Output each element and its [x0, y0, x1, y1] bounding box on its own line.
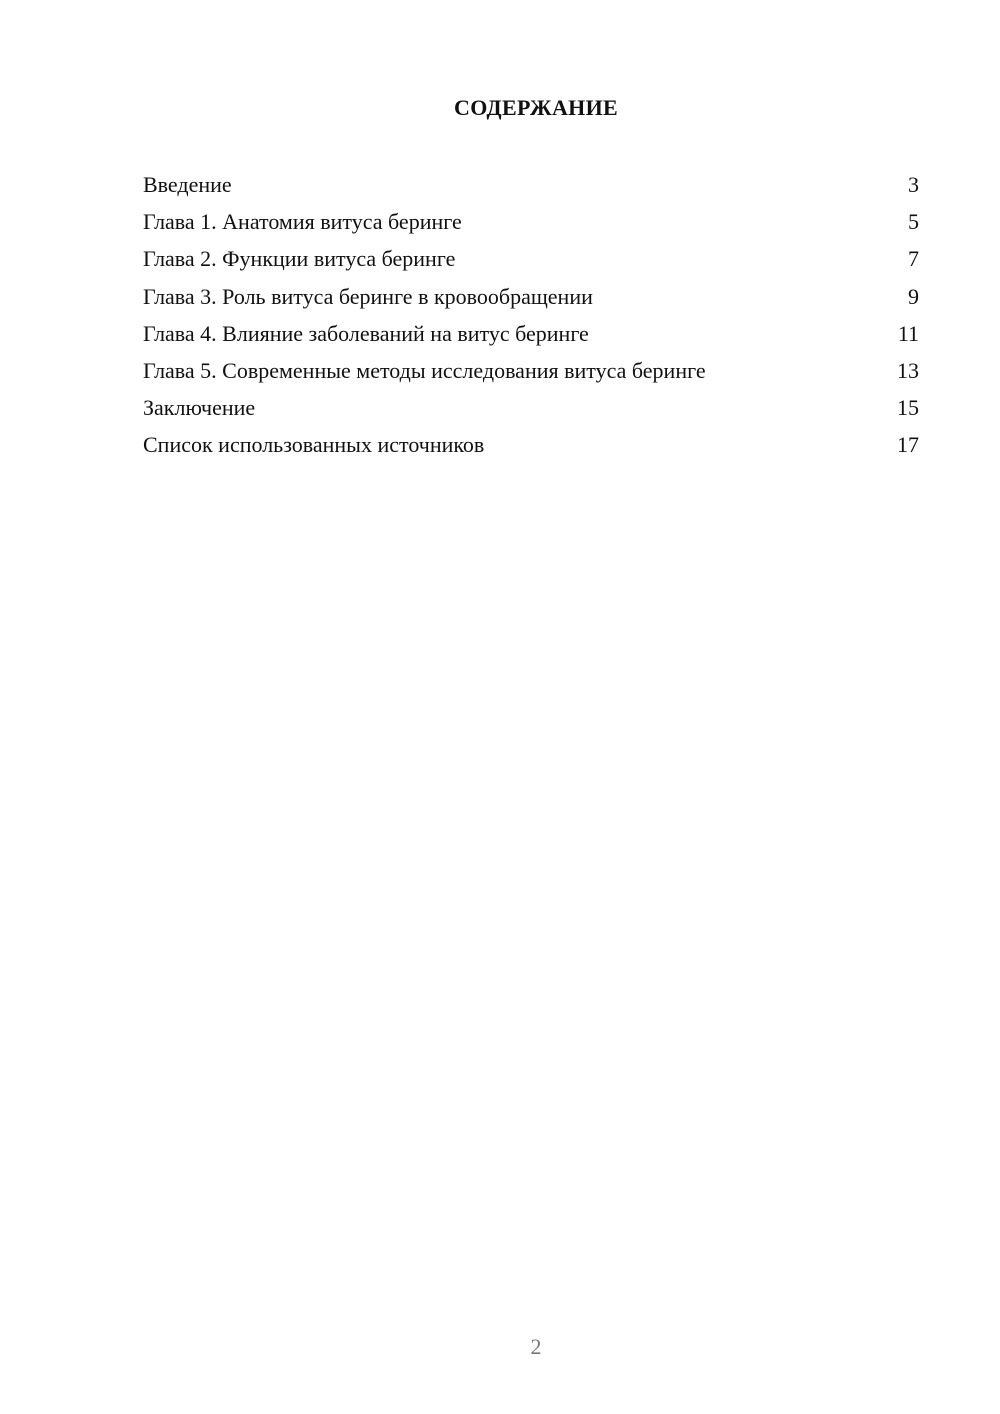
toc-entry-label: Введение [143, 172, 232, 197]
table-of-contents [143, 170, 919, 468]
toc-entry [143, 430, 919, 467]
toc-entry-label: Глава 4. Влияние заболеваний на витус беринге [143, 320, 589, 346]
toc-entry-label: Список использованных источников [143, 432, 485, 458]
toc-entry-page: 5 [908, 209, 919, 235]
toc-entry-label: Заключение [143, 395, 256, 421]
page-title: СОДЕРЖАНИЕ [454, 95, 618, 120]
toc-entry-page: 15 [897, 395, 919, 421]
page-number: 2 [530, 1334, 542, 1359]
toc-entry-page: 13 [897, 357, 919, 383]
toc-entry-label: Глава 5. Современные методы исследования витуса беринге [143, 357, 706, 383]
toc-entry-page: 9 [908, 283, 919, 309]
toc-entry-page: 11 [897, 320, 919, 346]
toc-entry-page: 7 [908, 246, 919, 272]
toc-entry [143, 282, 919, 319]
toc-entry [143, 319, 919, 356]
toc-entry [143, 244, 919, 281]
toc-entry-label: Глава 3. Роль витуса беринге в кровообращении [143, 283, 593, 309]
toc-entry-label: Глава 1. Анатомия витуса беринге [143, 209, 462, 235]
toc-entry [143, 356, 919, 393]
toc-entry-page: 17 [897, 432, 919, 458]
toc-entry-page: 3 [908, 172, 919, 197]
toc-entry [143, 207, 919, 244]
toc-entry [143, 393, 919, 430]
toc-entry [143, 170, 919, 207]
toc-entry-label: Глава 2. Функции витуса беринге [143, 246, 456, 272]
